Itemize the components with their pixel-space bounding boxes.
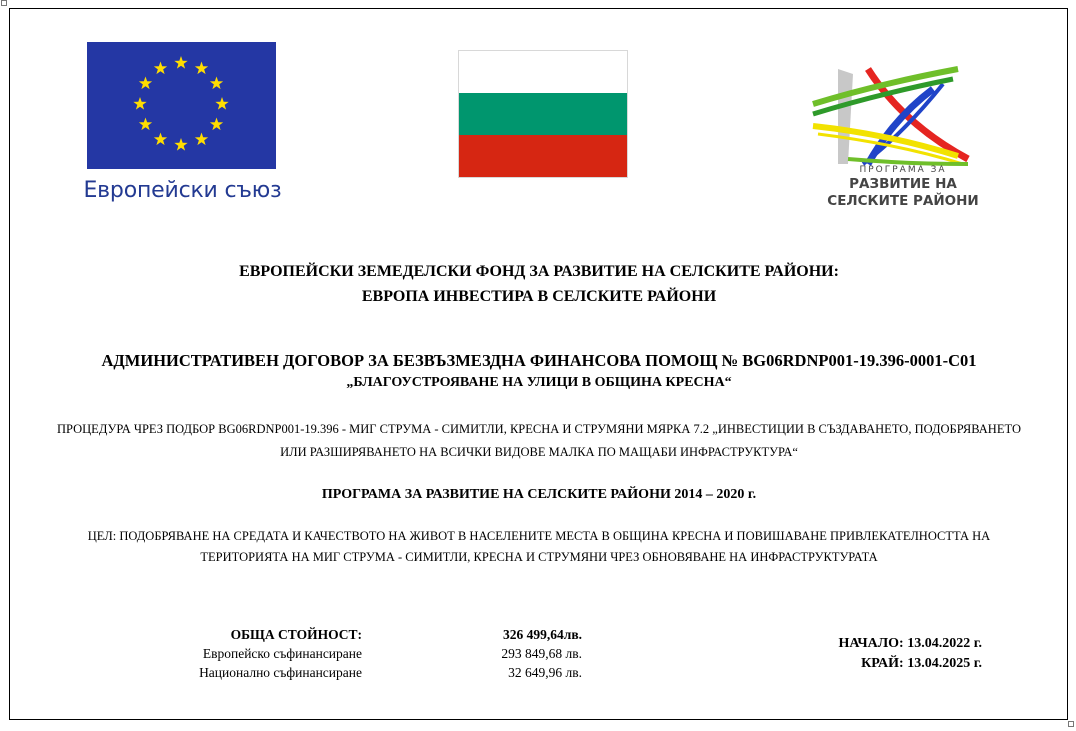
contract-title: АДМИНИСТРАТИВЕН ДОГОВОР ЗА БЕЗВЪЗМЕЗДНА ФИНАНСОВА ПОМОЩ № BG06RDNP001-19.396-0001-C01 (101, 351, 977, 370)
eu-star-icon (174, 56, 187, 69)
goal-line2: ТЕРИТОРИЯТА НА МИГ СТРУМА - СИМИТЛИ, КРЕСНА И СТРУМЯНИ ЧРЕЗ ОБНОВЯВАНЕ НА ИНФРАСТРУКТУРАТА (200, 550, 878, 564)
eu-star-icon (174, 138, 187, 151)
eu-cofinancing-value: 293 849,68 лв. (501, 646, 582, 661)
goal-line1: ЦЕЛ: ПОДОБРЯВАНЕ НА СРЕДАТА И КАЧЕСТВОТО НА ЖИВОТ В НАСЕЛЕНИТЕ МЕСТА В ОБЩИНА КРЕСНА И ПОВИШАВАНЕ ПРИВЛЕКАТЕЛНОСТТА НА (87, 529, 991, 543)
start-date: НАЧАЛО: 13.04.2022 г. (838, 636, 982, 651)
eu-star-icon (215, 97, 228, 110)
rdp-logo-caption-small: ПРОГРАМА ЗА (859, 165, 947, 175)
eu-star-icon (210, 77, 223, 90)
eu-cofinancing-label: Европейско съфинансиране (202, 646, 362, 661)
eu-caption: Европейски съюз (83, 178, 282, 203)
total-cost-label: ОБЩА СТОЙНОСТ: (230, 627, 362, 642)
eu-star-icon (139, 77, 152, 90)
eu-star-icon (195, 61, 208, 74)
rdp-logo-caption-line1: РАЗВИТИЕ НА (849, 176, 957, 192)
project-name: „БЛАГОУСТРОЯВАНЕ НА УЛИЦИ В ОБЩИНА КРЕСНА“ (346, 375, 732, 390)
national-cofinancing-value: 32 649,96 лв. (508, 665, 582, 680)
fund-title-line1: ЕВРОПЕЙСКИ ЗЕМЕДЕЛСКИ ФОНД ЗА РАЗВИТИЕ НА СЕЛСКИТЕ РАЙОНИ: (239, 263, 839, 280)
eu-flag-icon (87, 42, 276, 169)
eu-star-icon (154, 133, 167, 146)
national-cofinancing-label: Национално съфинансиране (199, 665, 362, 680)
procedure-line1: ПРОЦЕДУРА ЧРЕЗ ПОДБОР BG06RDNP001-19.396 - МИГ СТРУМА - СИМИТЛИ, КРЕСНА И СТРУМЯНИ МЯРКА 7.2 „ИНВЕСТИЦИИ В СЪЗДАВАНЕТО, ПОДОБРЯВАНЕТО (57, 422, 1021, 436)
program-title: ПРОГРАМА ЗА РАЗВИТИЕ НА СЕЛСКИТЕ РАЙОНИ 2014 – 2020 г. (321, 487, 757, 502)
resize-handle-top-left[interactable] (1, 0, 7, 6)
end-date: КРАЙ: 13.04.2025 г. (861, 656, 982, 671)
total-cost-value: 326 499,64лв. (503, 627, 582, 642)
resize-handle-bottom-right[interactable] (1068, 721, 1074, 727)
eu-star-icon (195, 133, 208, 146)
eu-star-icon (139, 118, 152, 131)
eu-star-icon (133, 97, 146, 110)
procedure-line2: ИЛИ РАЗШИРЯВАНЕТО НА ВСИЧКИ ВИДОВЕ МАЛКА ПО МАЩАБИ ИНФРАСТРУКТУРА“ (280, 445, 798, 459)
fund-title-line2: ЕВРОПА ИНВЕСТИРА В СЕЛСКИТЕ РАЙОНИ (361, 288, 717, 305)
eu-star-icon (210, 118, 223, 131)
bulgarian-flag-icon (458, 50, 628, 178)
rdp-logo-caption-line2: СЕЛСКИТЕ РАЙОНИ (827, 193, 979, 209)
eu-star-icon (154, 61, 167, 74)
